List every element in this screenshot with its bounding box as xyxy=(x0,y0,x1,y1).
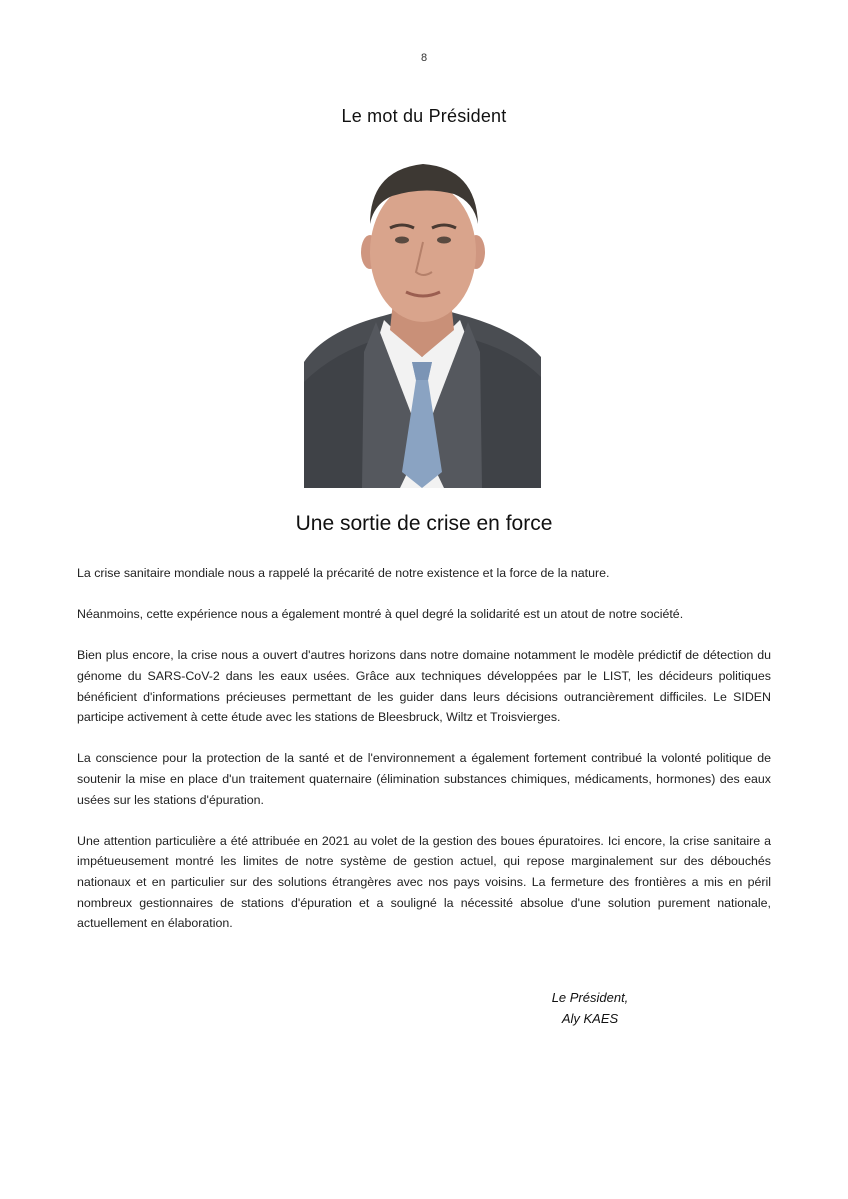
president-portrait xyxy=(304,152,541,488)
page-title: Le mot du Président xyxy=(341,106,507,126)
article-body xyxy=(77,563,771,954)
signature-block xyxy=(500,987,680,1029)
signature-role: Le Président, xyxy=(551,990,629,1005)
article-paragraph: Bien plus encore, la crise nous a ouvert d'autres horizons dans notre domaine notamment le modèle prédictif de détection du génome du SARS-CoV-2 dans les eaux usées. Grâce aux techniques développées par le LIST, les décideurs politiques bénéficient d'informations précieuses permettant de les guider dans leurs décisions outrancièrement difficiles. Le SIDEN participe activement à cette étude avec les stations de Bleesbruck, Wiltz et Troisvierges. xyxy=(77,648,771,725)
article-paragraph: Une attention particulière a été attribuée en 2021 au volet de la gestion des boues épuratoires. Ici encore, la crise sanitaire a impétueusement montré les limites de notre système de gestion actuel, qui repose marginalement sur des débouchés nationaux et en particulier sur des solutions étrangères avec nos pays voisins. La fermeture des frontières a mis en péril nombreux gestionnaires de stations d'épuration et a souligné la nécessité absolue d'une solution purement nationale, actuellement en élaboration. xyxy=(77,833,771,931)
article-paragraph: Néanmoins, cette expérience nous a également montré à quel degré la solidarité est un atout de notre société. xyxy=(77,607,684,622)
article-paragraph: La conscience pour la protection de la santé et de l'environnement a également fortement contribué la volonté politique de soutenir la mise en place d'un traitement quaternaire (élimination substances chimiques, médicaments, hormones) des eaux usées sur les stations d'épuration. xyxy=(77,751,771,807)
page-number: 8 xyxy=(420,52,428,64)
article-paragraph: La crise sanitaire mondiale nous a rappelé la précarité de notre existence et la force de la nature. xyxy=(77,566,610,580)
portrait-face xyxy=(370,182,476,322)
article-title: Une sortie de crise en force xyxy=(295,512,553,535)
signature-name: Aly KAES xyxy=(561,1011,619,1026)
